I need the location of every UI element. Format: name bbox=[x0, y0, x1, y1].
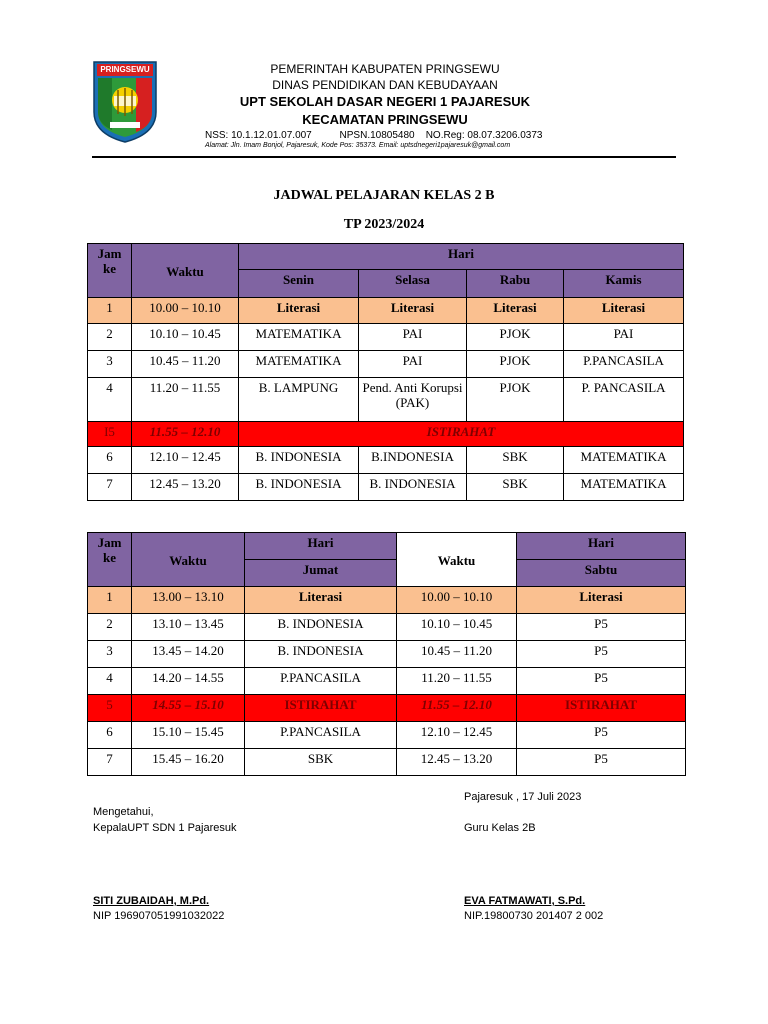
cell-jumat: SBK bbox=[245, 749, 397, 776]
cell-jumat: P.PANCASILA bbox=[245, 668, 397, 695]
cell-sabtu: P5 bbox=[517, 749, 686, 776]
cell-subject: B. INDONESIA bbox=[239, 474, 359, 501]
cell-sabtu: P5 bbox=[517, 668, 686, 695]
header-waktu-sabtu: Waktu bbox=[397, 533, 517, 587]
cell-waktu: 10.00 – 10.10 bbox=[132, 298, 239, 324]
cell-waktu: 11.20 – 11.55 bbox=[132, 378, 239, 422]
guru-name: EVA FATMAWATI, S.Pd. bbox=[464, 895, 586, 907]
cell-subject: PJOK bbox=[467, 378, 564, 422]
cell-jumat: ISTIRAHAT bbox=[245, 695, 397, 722]
cell-jam: 1 bbox=[88, 298, 132, 324]
cell-subject: MATEMATIKA bbox=[239, 324, 359, 351]
cell-istirahat: ISTIRAHAT bbox=[239, 422, 684, 447]
cell-jam: 7 bbox=[88, 749, 132, 776]
cell-subject: MATEMATIKA bbox=[564, 474, 684, 501]
kop-line-1: PEMERINTAH KABUPATEN PRINGSEWU bbox=[270, 62, 500, 76]
cell-waktu: 11.20 – 11.55 bbox=[397, 668, 517, 695]
cell-subject: Literasi bbox=[359, 298, 467, 324]
header-hari: Hari bbox=[239, 244, 684, 270]
table-row bbox=[88, 474, 684, 501]
cell-waktu: 12.10 – 12.45 bbox=[132, 447, 239, 474]
mengetahui-label: Mengetahui, bbox=[93, 806, 154, 818]
cell-waktu: 12.45 – 13.20 bbox=[132, 474, 239, 501]
header-day-senin: Senin bbox=[239, 270, 359, 298]
cell-jumat: Literasi bbox=[245, 587, 397, 614]
kop-nss: NSS: 10.1.12.01.07.007 NPSN.10805480 NO.Reg: 08.07.3206.0373 bbox=[205, 130, 543, 141]
cell-waktu: 14.20 – 14.55 bbox=[132, 668, 245, 695]
kop-alamat: Alamat: Jln. Imam Bonjol, Pajaresuk, Kode Pos: 35373. Email: uptsdnegeri1pajaresuk@gmail.com bbox=[205, 142, 511, 149]
kop-divider bbox=[92, 156, 676, 158]
cell-subject: B.INDONESIA bbox=[359, 447, 467, 474]
table-row bbox=[88, 749, 686, 776]
cell-jam: 4 bbox=[88, 668, 132, 695]
schedule-table-1 bbox=[87, 243, 684, 501]
cell-subject: Literasi bbox=[239, 298, 359, 324]
cell-sabtu: P5 bbox=[517, 722, 686, 749]
cell-subject: PJOK bbox=[467, 351, 564, 378]
cell-subject: B. INDONESIA bbox=[239, 447, 359, 474]
cell-subject: MATEMATIKA bbox=[239, 351, 359, 378]
cell-waktu: 10.10 – 10.45 bbox=[132, 324, 239, 351]
kepala-nip: NIP 196907051991032022 bbox=[93, 910, 225, 922]
kop-line-3: UPT SEKOLAH DASAR NEGERI 1 PAJARESUK bbox=[239, 94, 531, 109]
kop-line-2: DINAS PENDIDIKAN DAN KEBUDAYAAN bbox=[272, 78, 498, 92]
cell-sabtu: P5 bbox=[517, 641, 686, 668]
header-day-selasa: Selasa bbox=[359, 270, 467, 298]
header-waktu: Waktu bbox=[132, 244, 239, 298]
cell-subject: PAI bbox=[359, 351, 467, 378]
schedule-table-2 bbox=[87, 532, 686, 776]
header-day-kamis: Kamis bbox=[564, 270, 684, 298]
cell-waktu: 10.45 – 11.20 bbox=[132, 351, 239, 378]
header-hari-sabtu: Hari bbox=[517, 533, 686, 560]
cell-subject: Literasi bbox=[564, 298, 684, 324]
cell-sabtu: P5 bbox=[517, 614, 686, 641]
cell-subject: P. PANCASILA bbox=[564, 378, 684, 422]
table-row bbox=[88, 722, 686, 749]
cell-waktu: 10.10 – 10.45 bbox=[397, 614, 517, 641]
table-row bbox=[88, 447, 684, 474]
cell-subject: MATEMATIKA bbox=[564, 447, 684, 474]
header-day-rabu: Rabu bbox=[467, 270, 564, 298]
cell-waktu: 10.45 – 11.20 bbox=[397, 641, 517, 668]
table-row bbox=[88, 298, 684, 324]
cell-subject: Literasi bbox=[467, 298, 564, 324]
table-row bbox=[88, 587, 686, 614]
kop-line-4: KECAMATAN PRINGSEWU bbox=[302, 112, 468, 127]
cell-jam: 6 bbox=[88, 447, 132, 474]
cell-jam: I5 bbox=[88, 422, 132, 447]
cell-sabtu: Literasi bbox=[517, 587, 686, 614]
cell-waktu: 15.10 – 15.45 bbox=[132, 722, 245, 749]
cell-waktu: 11.55 – 12.10 bbox=[132, 422, 239, 447]
table-row bbox=[88, 324, 684, 351]
cell-subject: B. LAMPUNG bbox=[239, 378, 359, 422]
guru-nip: NIP.19800730 201407 2 002 bbox=[464, 910, 604, 922]
table-row bbox=[88, 614, 686, 641]
guru-label: Guru Kelas 2B bbox=[464, 822, 536, 834]
cell-sabtu: ISTIRAHAT bbox=[517, 695, 686, 722]
kepala-name: SITI ZUBAIDAH, M.Pd. bbox=[93, 895, 210, 907]
table-row-istirahat bbox=[88, 695, 686, 722]
cell-jam: 2 bbox=[88, 614, 132, 641]
cell-waktu: 13.45 – 14.20 bbox=[132, 641, 245, 668]
table-row-istirahat bbox=[88, 422, 684, 447]
logo-text: PRINGSEWU bbox=[100, 65, 150, 74]
document-title: JADWAL PELAJARAN KELAS 2 B bbox=[273, 188, 495, 203]
cell-jumat: P.PANCASILA bbox=[245, 722, 397, 749]
header-jam: Jam ke bbox=[88, 533, 132, 587]
kepala-label: KepalaUPT SDN 1 Pajaresuk bbox=[93, 822, 237, 834]
cell-subject: PJOK bbox=[467, 324, 564, 351]
cell-subject: PAI bbox=[564, 324, 684, 351]
table-row bbox=[88, 351, 684, 378]
cell-waktu: 13.10 – 13.45 bbox=[132, 614, 245, 641]
school-logo bbox=[92, 60, 158, 144]
cell-jam: 4 bbox=[88, 378, 132, 422]
table-row bbox=[88, 378, 684, 422]
cell-jam: 5 bbox=[88, 695, 132, 722]
cell-subject: SBK bbox=[467, 447, 564, 474]
cell-jam: 3 bbox=[88, 641, 132, 668]
cell-waktu: 13.00 – 13.10 bbox=[132, 587, 245, 614]
cell-jam: 1 bbox=[88, 587, 132, 614]
cell-subject: P.PANCASILA bbox=[564, 351, 684, 378]
cell-jumat: B. INDONESIA bbox=[245, 614, 397, 641]
table-row bbox=[88, 641, 686, 668]
cell-jam: 6 bbox=[88, 722, 132, 749]
cell-subject: B. INDONESIA bbox=[359, 474, 467, 501]
cell-jumat: B. INDONESIA bbox=[245, 641, 397, 668]
header-day-sabtu: Sabtu bbox=[517, 560, 686, 587]
cell-waktu: 15.45 – 16.20 bbox=[132, 749, 245, 776]
cell-waktu: 14.55 – 15.10 bbox=[132, 695, 245, 722]
document-subtitle: TP 2023/2024 bbox=[343, 217, 425, 232]
header-day-jumat: Jumat bbox=[245, 560, 397, 587]
header-waktu-jumat: Waktu bbox=[132, 533, 245, 587]
cell-waktu: 12.45 – 13.20 bbox=[397, 749, 517, 776]
cell-jam: 2 bbox=[88, 324, 132, 351]
cell-waktu: 11.55 – 12.10 bbox=[397, 695, 517, 722]
cell-waktu: 12.10 – 12.45 bbox=[397, 722, 517, 749]
cell-subject: SBK bbox=[467, 474, 564, 501]
table-row bbox=[88, 668, 686, 695]
header-hari-jumat: Hari bbox=[245, 533, 397, 560]
cell-jam: 3 bbox=[88, 351, 132, 378]
cell-subject: PAI bbox=[359, 324, 467, 351]
place-date: Pajaresuk , 17 Juli 2023 bbox=[464, 791, 582, 803]
cell-waktu: 10.00 – 10.10 bbox=[397, 587, 517, 614]
header-jam: Jam ke bbox=[88, 244, 132, 298]
cell-subject: Pend. Anti Korupsi (PAK) bbox=[359, 378, 467, 422]
cell-jam: 7 bbox=[88, 474, 132, 501]
